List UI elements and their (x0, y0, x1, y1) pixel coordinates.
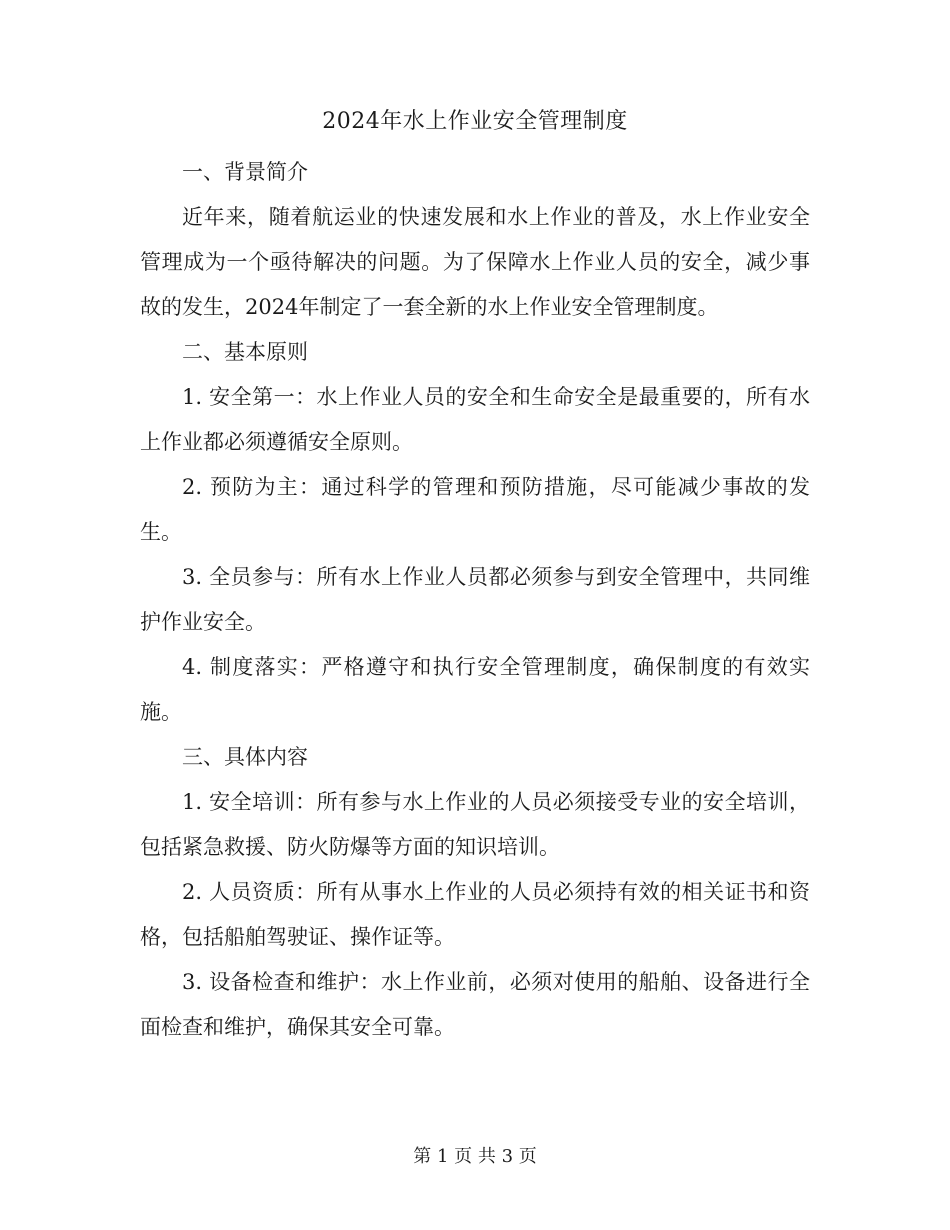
principle-item: 2. 预防为主：通过科学的管理和预防措施，尽可能减少事故的发生。 (140, 475, 810, 544)
section-heading-principles: 二、基本原则 (182, 340, 308, 364)
content-item: 3. 设备检查和维护：水上作业前，必须对使用的船舶、设备进行全面检查和维护，确保其安全可靠。 (140, 970, 810, 1039)
page-number-footer: 第 1 页 共 3 页 (413, 1146, 537, 1167)
content-item: 1. 安全培训：所有参与水上作业的人员必须接受专业的安全培训，包括紧急救援、防火防爆等方面的知识培训。 (140, 790, 810, 859)
content-item: 2. 人员资质：所有从事水上作业的人员必须持有效的相关证书和资格，包括船舶驾驶证、操作证等。 (140, 880, 810, 949)
document-body (140, 150, 810, 1050)
section-heading-content: 三、具体内容 (182, 745, 308, 769)
principle-item: 3. 全员参与：所有水上作业人员都必须参与到安全管理中，共同维护作业安全。 (140, 565, 810, 634)
principle-item: 4. 制度落实：严格遵守和执行安全管理制度，确保制度的有效实施。 (140, 655, 810, 724)
principle-item: 1. 安全第一：水上作业人员的安全和生命安全是最重要的，所有水上作业都必须遵循安全原则。 (140, 385, 810, 454)
document-title: 2024年水上作业安全管理制度 (322, 109, 628, 134)
paragraph-background: 近年来，随着航运业的快速发展和水上作业的普及，水上作业安全管理成为一个亟待解决的问题。为了保障水上作业人员的安全，减少事故的发生，2024年制定了一套全新的水上作业安全管理制度。 (140, 205, 810, 319)
section-heading-background: 一、背景简介 (182, 160, 308, 184)
